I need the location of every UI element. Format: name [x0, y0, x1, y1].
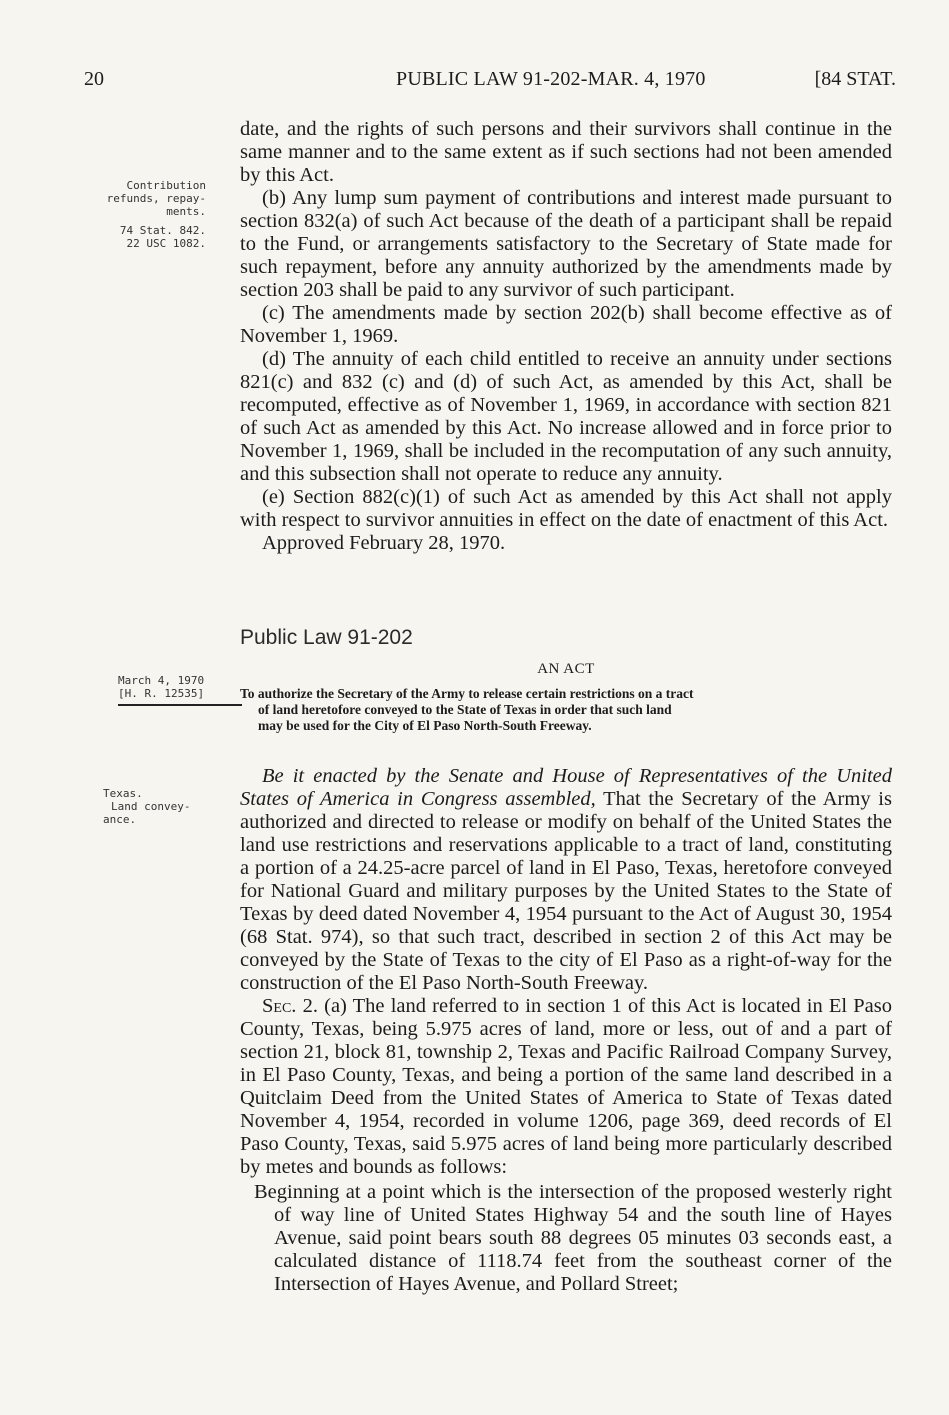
page-header [84, 68, 896, 98]
body-text-act [240, 765, 892, 1296]
paragraph-d: (d) The annuity of each child entitled to receive an annuity under sections 821(c) and 832 (c) and (d) of such Act, as amended by this Act, shall be recomputed, effective as of November 1, 1969, in accordance with section 821 of such Act as amended by this Act. No increase allowed and in force prior to November 1, 1969, shall be included in the recomputation of any such annuity, and this subsection shall not operate to reduce any annuity. [240, 348, 892, 485]
paragraph-b: (b) Any lump sum payment of contributions and interest made pursuant to section 832(a) of such Act because of the death of a participant shall be repaid to the Fund, or arrangements satisfactory to the Secretary of State made for such repayment, before any annuity authorized by the amendments made by section 203 shall be paid to any survivor of such participant. [240, 187, 892, 301]
margin-rule [118, 704, 242, 706]
enacting-clause: Be it enacted by the Senate and House of Representatives of the United States of America in Congress assembled, [240, 765, 892, 810]
public-law-title: Public Law 91-202 [240, 626, 413, 649]
margin-note-citation: 74 Stat. 842. 22 USC 1082. [119, 224, 206, 250]
paragraph-continuation: date, and the rights of such persons and their survivors shall continue in the same manner and to the same extent as if such sections had not been amended by this Act. [240, 118, 892, 186]
page-number: 20 [84, 68, 104, 90]
margin-note-texas: Texas. Land convey- ance. [103, 787, 191, 826]
body-text-top [240, 118, 892, 555]
running-title: PUBLIC LAW 91-202-MAR. 4, 1970 [396, 68, 706, 90]
section-1-text: That the Secretary of the Army is authorized and directed to release or modify on behalf of the United States the land use restrictions and reservations applicable to a tract of land, constituting a portion of a 24.25-acre parcel of land in El Paso, Texas, heretofore conveyed for National Guard and military purposes by the United States to the State of Texas by deed dated November 4, 1954 pursuant to the Act of August 30, 1954 (68 Stat. 974), so that such tract, described in section 2 of this Act may be conveyed by the State of Texas to the city of El Paso as a right-of-way for the construction of the El Paso North-South Freeway. [240, 788, 892, 994]
act-purpose: To authorize the Secretary of the Army to release certain restrictions on a tract of land heretofore conveyed to the State of Texas in order that such land may be used for the City of El Paso North-South Freeway. [240, 686, 694, 733]
section-2-label: Sec. 2. [262, 995, 318, 1017]
margin-note-date: March 4, 1970 [H. R. 12535] [118, 674, 205, 700]
approval-line: Approved February 28, 1970. [262, 532, 506, 554]
section-2 [240, 995, 892, 1179]
paragraph-e: (e) Section 882(c)(1) of such Act as amended by this Act shall not apply with respect to survivor annuities in effect on the date of enactment of this Act. [240, 486, 892, 531]
an-act-heading: AN ACT [537, 661, 595, 677]
section-1 [240, 765, 892, 995]
statute-reference: [84 STAT. [814, 68, 896, 90]
section-2-text: (a) The land referred to in section 1 of this Act is located in El Paso County, Texas, being 5.975 acres of land, more or less, out of and a part of section 21, block 81, township 2, Texas and Pacific Railroad Company Survey, in El Paso County, Texas, and being a portion of the same land described in a Quitclaim Deed from the United States of America to State of Texas dated November 4, 1954, recorded in volume 1206, page 369, deed records of El Paso County, Texas, said 5.975 acres of land being more particularly described by metes and bounds as follows: [240, 995, 893, 1178]
margin-note-contribution: Contribution refunds, repay- ments. [106, 179, 206, 218]
paragraph-c: (c) The amendments made by section 202(b) shall become effective as of November 1, 1969. [240, 302, 892, 347]
beginning-description: Beginning at a point which is the intersection of the proposed westerly right of way line of United States Highway 54 and the south line of Hayes Avenue, said point bears south 88 degrees 05 minutes 03 seconds east, a calculated distance of 1118.74 feet from the southeast corner of the Intersection of Hayes Avenue, and Pollard Street; [254, 1181, 892, 1295]
